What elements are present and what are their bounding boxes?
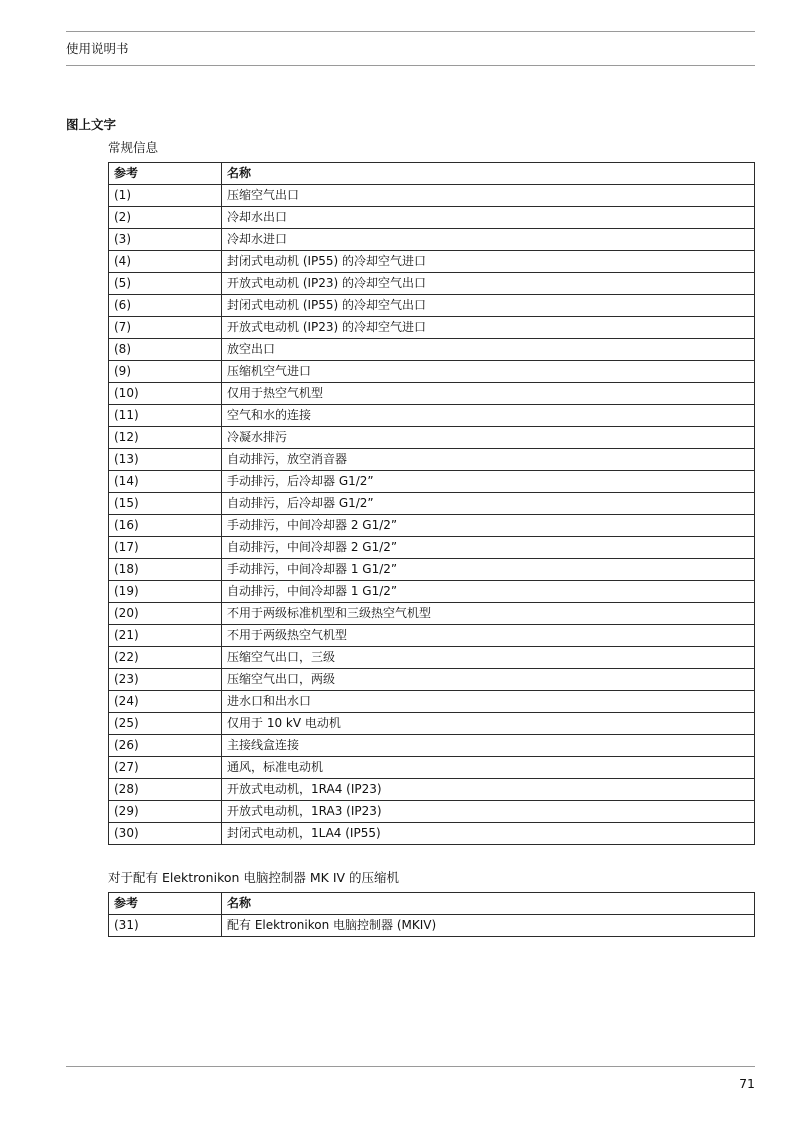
ref-cell: (5) — [109, 273, 222, 295]
table-row — [109, 383, 755, 405]
ref-cell: (8) — [109, 339, 222, 361]
ref-cell: (2) — [109, 207, 222, 229]
document-title: 使用说明书 — [66, 41, 129, 56]
name-cell: 冷却水进口 — [222, 229, 755, 251]
name-cell: 冷凝水排污 — [222, 427, 755, 449]
table-row — [109, 537, 755, 559]
ref-cell: (14) — [109, 471, 222, 493]
name-cell: 通风，标准电动机 — [222, 757, 755, 779]
name-cell: 封闭式电动机 (IP55) 的冷却空气出口 — [222, 295, 755, 317]
ref-cell: (29) — [109, 801, 222, 823]
table-row — [109, 229, 755, 251]
table-row — [109, 779, 755, 801]
ref-cell: (20) — [109, 603, 222, 625]
name-cell: 开放式电动机 (IP23) 的冷却空气出口 — [222, 273, 755, 295]
table-header-row — [109, 163, 755, 185]
ref-cell: (22) — [109, 647, 222, 669]
column-header-name: 名称 — [222, 893, 755, 915]
name-cell: 不用于两级热空气机型 — [222, 625, 755, 647]
table-row — [109, 251, 755, 273]
table-row — [109, 757, 755, 779]
name-cell: 进水口和出水口 — [222, 691, 755, 713]
ref-cell: (19) — [109, 581, 222, 603]
table-row — [109, 317, 755, 339]
ref-cell: (26) — [109, 735, 222, 757]
table-header-row — [109, 893, 755, 915]
name-cell: 不用于两级标准机型和三级热空气机型 — [222, 603, 755, 625]
ref-cell: (7) — [109, 317, 222, 339]
table-row — [109, 735, 755, 757]
column-header-ref: 参考 — [109, 893, 222, 915]
column-header-ref: 参考 — [109, 163, 222, 185]
table-row — [109, 185, 755, 207]
ref-cell: (3) — [109, 229, 222, 251]
name-cell: 主接线盒连接 — [222, 735, 755, 757]
table-row — [109, 427, 755, 449]
ref-cell: (11) — [109, 405, 222, 427]
table-row — [109, 339, 755, 361]
ref-cell: (4) — [109, 251, 222, 273]
ref-cell: (1) — [109, 185, 222, 207]
table-row — [109, 625, 755, 647]
ref-cell: (6) — [109, 295, 222, 317]
mk4-table — [108, 892, 755, 937]
ref-cell: (16) — [109, 515, 222, 537]
name-cell: 压缩空气出口，三级 — [222, 647, 755, 669]
name-cell: 自动排污，中间冷却器 2 G1/2” — [222, 537, 755, 559]
table-row — [109, 559, 755, 581]
table-row — [109, 823, 755, 845]
table-row — [109, 405, 755, 427]
name-cell: 放空出口 — [222, 339, 755, 361]
name-cell: 压缩空气出口，两级 — [222, 669, 755, 691]
table-row — [109, 207, 755, 229]
name-cell: 空气和水的连接 — [222, 405, 755, 427]
table-row — [109, 915, 755, 937]
ref-cell: (17) — [109, 537, 222, 559]
name-cell: 自动排污，后冷却器 G1/2” — [222, 493, 755, 515]
table-row — [109, 295, 755, 317]
table-row — [109, 603, 755, 625]
name-cell: 自动排污，放空消音器 — [222, 449, 755, 471]
name-cell: 开放式电动机，1RA4 (IP23) — [222, 779, 755, 801]
name-cell: 压缩空气出口 — [222, 185, 755, 207]
general-info-table — [108, 162, 755, 845]
name-cell: 开放式电动机 (IP23) 的冷却空气进口 — [222, 317, 755, 339]
ref-cell: (21) — [109, 625, 222, 647]
ref-cell: (27) — [109, 757, 222, 779]
name-cell: 封闭式电动机，1LA4 (IP55) — [222, 823, 755, 845]
ref-cell: (25) — [109, 713, 222, 735]
table-row — [109, 801, 755, 823]
table-row — [109, 515, 755, 537]
name-cell: 仅用于热空气机型 — [222, 383, 755, 405]
name-cell: 压缩机空气进口 — [222, 361, 755, 383]
column-header-name: 名称 — [222, 163, 755, 185]
table-row — [109, 713, 755, 735]
table-row — [109, 669, 755, 691]
name-cell: 冷却水出口 — [222, 207, 755, 229]
table-row — [109, 449, 755, 471]
ref-cell: (23) — [109, 669, 222, 691]
name-cell: 手动排污，后冷却器 G1/2” — [222, 471, 755, 493]
general-info-subheading: 常规信息 — [108, 140, 159, 155]
ref-cell: (24) — [109, 691, 222, 713]
name-cell: 封闭式电动机 (IP55) 的冷却空气进口 — [222, 251, 755, 273]
table-row — [109, 691, 755, 713]
table-row — [109, 493, 755, 515]
table-row — [109, 361, 755, 383]
ref-cell: (30) — [109, 823, 222, 845]
table-row — [109, 647, 755, 669]
ref-cell: (28) — [109, 779, 222, 801]
ref-cell: (12) — [109, 427, 222, 449]
header-top-rule — [66, 31, 755, 32]
name-cell: 仅用于 10 kV 电动机 — [222, 713, 755, 735]
ref-cell: (18) — [109, 559, 222, 581]
ref-cell: (9) — [109, 361, 222, 383]
name-cell: 配有 Elektronikon 电脑控制器 (MKIV) — [222, 915, 755, 937]
ref-cell: (31) — [109, 915, 222, 937]
page-number: 71 — [739, 1076, 755, 1091]
table-row — [109, 471, 755, 493]
table-row — [109, 273, 755, 295]
section-heading: 图上文字 — [66, 117, 117, 132]
ref-cell: (10) — [109, 383, 222, 405]
footer-rule — [66, 1066, 755, 1067]
name-cell: 手动排污，中间冷却器 1 G1/2” — [222, 559, 755, 581]
ref-cell: (15) — [109, 493, 222, 515]
name-cell: 手动排污，中间冷却器 2 G1/2” — [222, 515, 755, 537]
header-bottom-rule — [66, 65, 755, 66]
ref-cell: (13) — [109, 449, 222, 471]
table-row — [109, 581, 755, 603]
mk4-subheading: 对于配有 Elektronikon 电脑控制器 MK IV 的压缩机 — [108, 870, 400, 885]
name-cell: 自动排污，中间冷却器 1 G1/2” — [222, 581, 755, 603]
name-cell: 开放式电动机，1RA3 (IP23) — [222, 801, 755, 823]
